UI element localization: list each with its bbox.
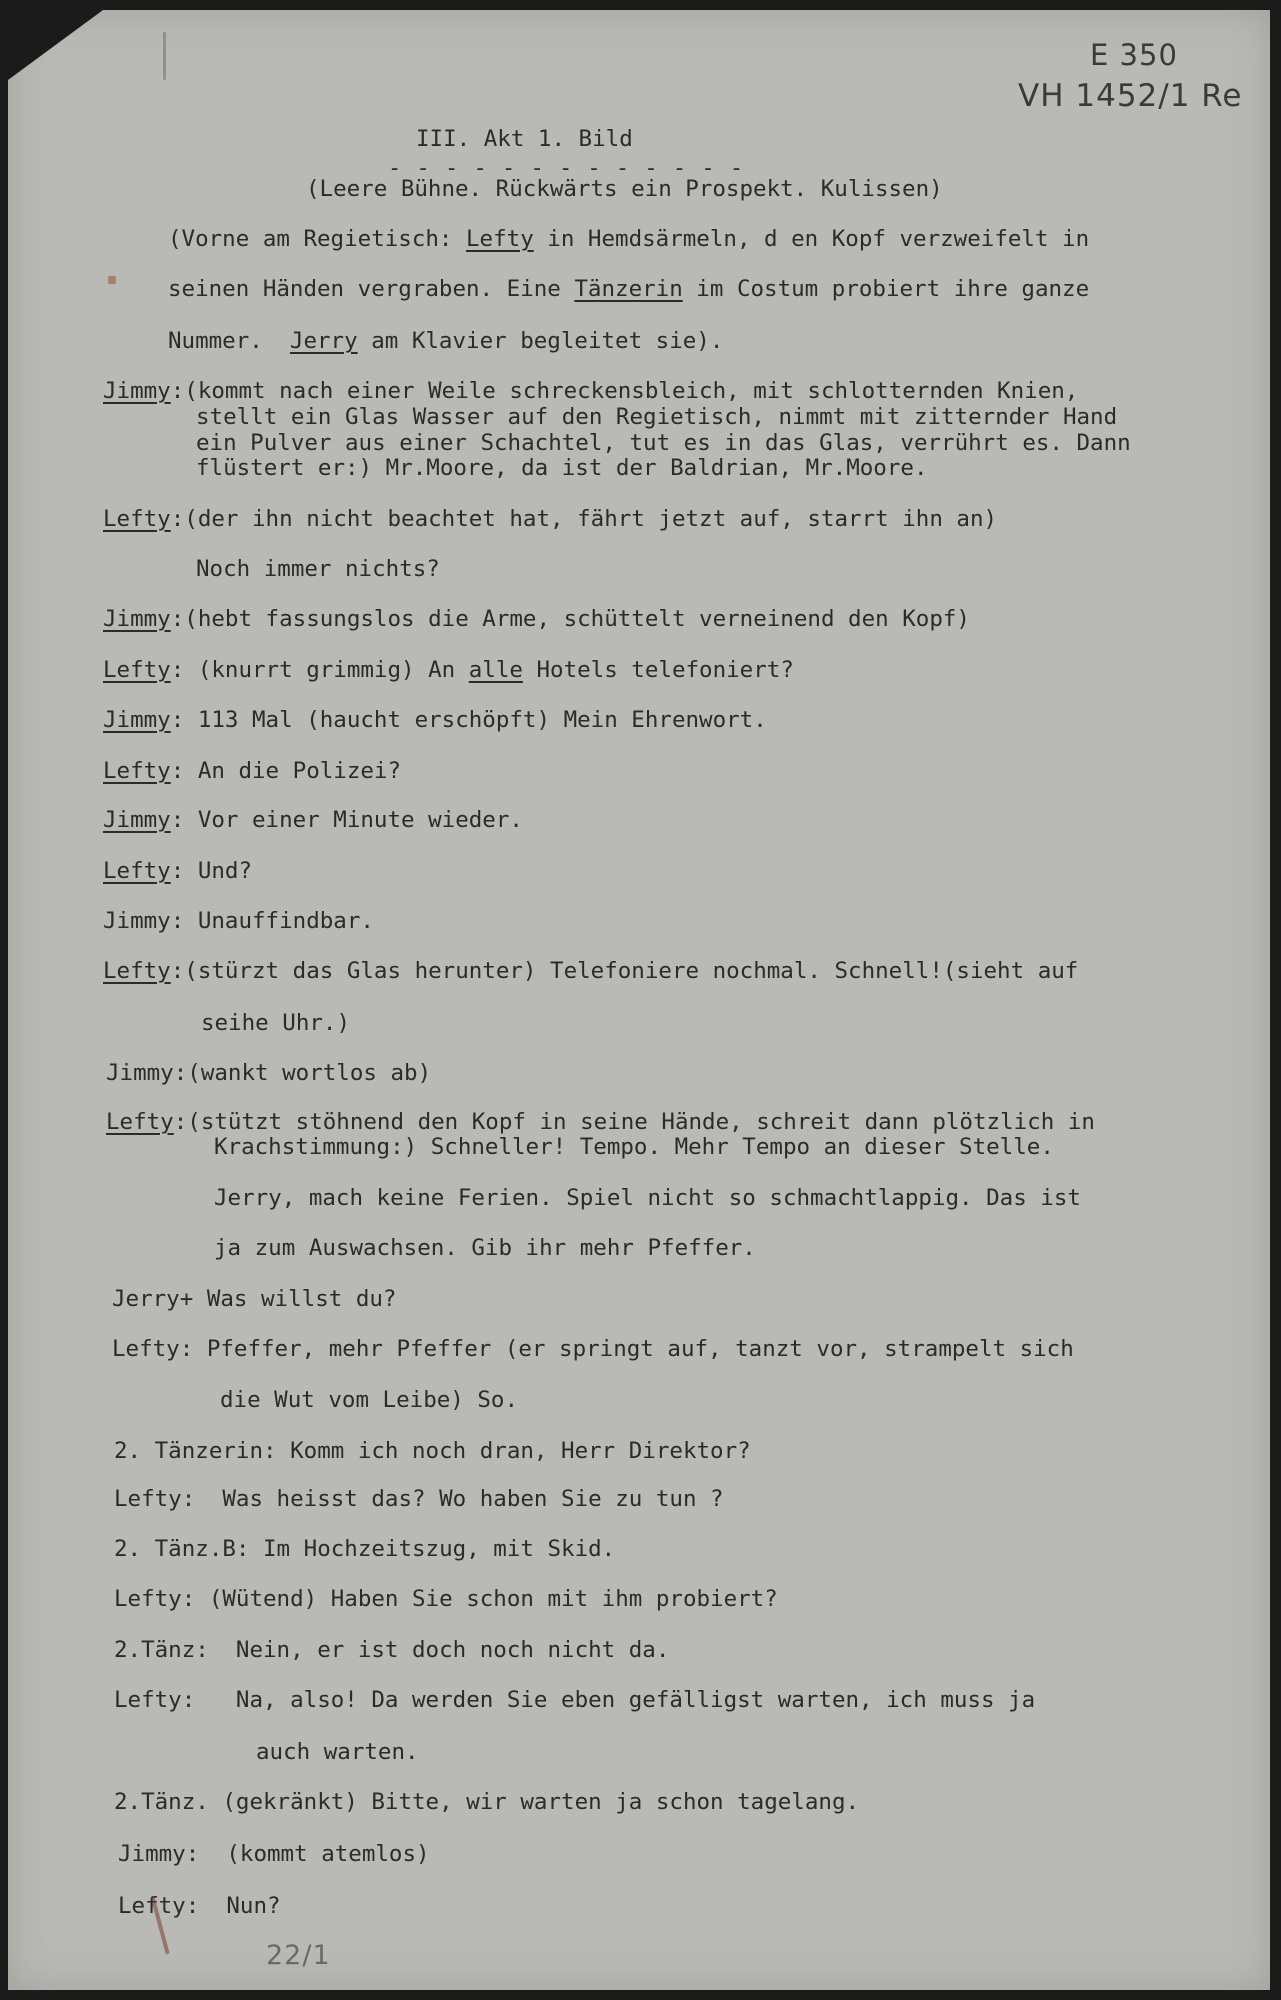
dialogue-line: 2. Tänzerin: Komm ich noch dran, Herr Direktor?: [114, 1438, 751, 1464]
document-page: [8, 10, 1270, 1990]
dialogue-line: auch warten.: [256, 1739, 419, 1765]
dialogue-line: Lefty: An die Polizei?: [103, 758, 402, 784]
speaker-name: Jimmy: [103, 606, 171, 632]
dialogue-line: Lefty:(der ihn nicht beachtet hat, fährt jetzt auf, starrt ihn an): [103, 506, 998, 532]
dialogue-line: 2. Tänz.B: Im Hochzeitszug, mit Skid.: [114, 1536, 616, 1562]
intro-line-3: Nummer. Jerry am Klavier begleitet sie).: [168, 328, 724, 354]
dialogue-line: flüstert er:) Mr.Moore, da ist der Baldrian, Mr.Moore.: [196, 455, 928, 481]
handwritten-code: E 350: [1090, 38, 1178, 72]
speaker-name: Jimmy: [106, 1060, 174, 1086]
character-jerry: Jerry: [289, 328, 358, 354]
speaker-name: Lefty: [103, 657, 171, 683]
intro-line-1: (Vorne am Regietisch: Lefty in Hemdsärmeln, d en Kopf verzweifelt in: [168, 226, 1090, 252]
dialogue-line: 2.Tänz. (gekränkt) Bitte, wir warten ja schon tagelang.: [114, 1789, 860, 1815]
dialogue-line: Lefty:(stützt stöhnend den Kopf in seine Hände, schreit dann plötzlich in: [106, 1109, 1095, 1135]
dialogue-line: Lefty: (Wütend) Haben Sie schon mit ihm probiert?: [114, 1586, 778, 1612]
dialogue-line: Lefty: (knurrt grimmig) An alle Hotels telefoniert?: [103, 657, 794, 683]
speaker-name: Lefty: [103, 958, 171, 984]
ink-mark: [163, 32, 166, 80]
speaker-name: Lefty: [103, 858, 171, 884]
dialogue-line: Jerry, mach keine Ferien. Spiel nicht so schmachtlappig. Das ist: [214, 1185, 1081, 1211]
speaker-name: Jimmy: [103, 378, 171, 404]
character-lefty: Lefty: [466, 226, 534, 252]
speaker-name: Jimmy: [103, 807, 171, 833]
handwritten-archive-ref: VH 1452/1 Re: [1018, 78, 1243, 114]
dialogue-line: Lefty: Na, also! Da werden Sie eben gefälligst warten, ich muss ja: [114, 1687, 1036, 1713]
dialogue-line: Lefty: Was heisst das? Wo haben Sie zu tun ?: [114, 1486, 724, 1512]
dialogue-line: Jerry+ Was willst du?: [112, 1286, 397, 1312]
dialogue-line: Lefty: Und?: [103, 858, 253, 884]
speaker-name: Jimmy: [103, 908, 171, 934]
act-title: III. Akt 1. Bild: [416, 126, 633, 152]
dialogue-line: ein Pulver aus einer Schachtel, tut es in das Glas, verrührt es. Dann: [196, 430, 1131, 456]
dialogue-line: Jimmy: (kommt atemlos): [118, 1841, 430, 1867]
speaker-name: Jimmy: [103, 707, 171, 733]
dialogue-line: Jimmy:(kommt nach einer Weile schreckensbleich, mit schlotternden Knien,: [103, 378, 1079, 404]
dialogue-line: Noch immer nichts?: [196, 556, 440, 582]
title-underline: - - - - - - - - - - - - -: [388, 156, 745, 181]
dialogue-line: die Wut vom Leibe) So.: [220, 1387, 519, 1413]
speaker-name: Lefty: [106, 1109, 174, 1135]
dialogue-line: Jimmy:(wankt wortlos ab): [106, 1060, 432, 1086]
dialogue-line: Lefty: Pfeffer, mehr Pfeffer (er springt auf, tanzt vor, strampelt sich: [112, 1336, 1074, 1362]
dialogue-line: Krachstimmung:) Schneller! Tempo. Mehr Tempo an dieser Stelle.: [214, 1134, 1054, 1160]
rust-mark: [108, 276, 116, 284]
speaker-name: Lefty: [103, 506, 171, 532]
dialogue-line: ja zum Auswachsen. Gib ihr mehr Pfeffer.: [214, 1235, 756, 1261]
speaker-name: Lefty: [103, 758, 171, 784]
dialogue-line: Jimmy: Vor einer Minute wieder.: [103, 807, 523, 833]
handwritten-page-note: 22/1: [266, 1940, 331, 1971]
dialogue-line: Jimmy: Unauffindbar.: [103, 908, 374, 934]
stage-direction: (Leere Bühne. Rückwärts ein Prospekt. Kulissen): [306, 176, 943, 202]
dialogue-line: Lefty:(stürzt das Glas herunter) Telefoniere nochmal. Schnell!(sieht auf: [103, 958, 1079, 984]
dialogue-line: stellt ein Glas Wasser auf den Regietisch, nimmt mit zitternder Hand: [196, 404, 1118, 430]
torn-corner: [8, 10, 103, 80]
dialogue-line: Jimmy:(hebt fassungslos die Arme, schüttelt verneinend den Kopf): [103, 606, 970, 632]
dialogue-line: Lefty: Nun?: [118, 1893, 281, 1919]
intro-line-2: seinen Händen vergraben. Eine Tänzerin im Costum probiert ihre ganze: [168, 276, 1090, 302]
dialogue-line: seihe Uhr.): [201, 1010, 351, 1036]
character-taenzerin: Tänzerin: [574, 276, 683, 302]
dialogue-line: Jimmy: 113 Mal (haucht erschöpft) Mein Ehrenwort.: [103, 707, 767, 733]
dialogue-line: 2.Tänz: Nein, er ist doch noch nicht da.: [114, 1637, 670, 1663]
